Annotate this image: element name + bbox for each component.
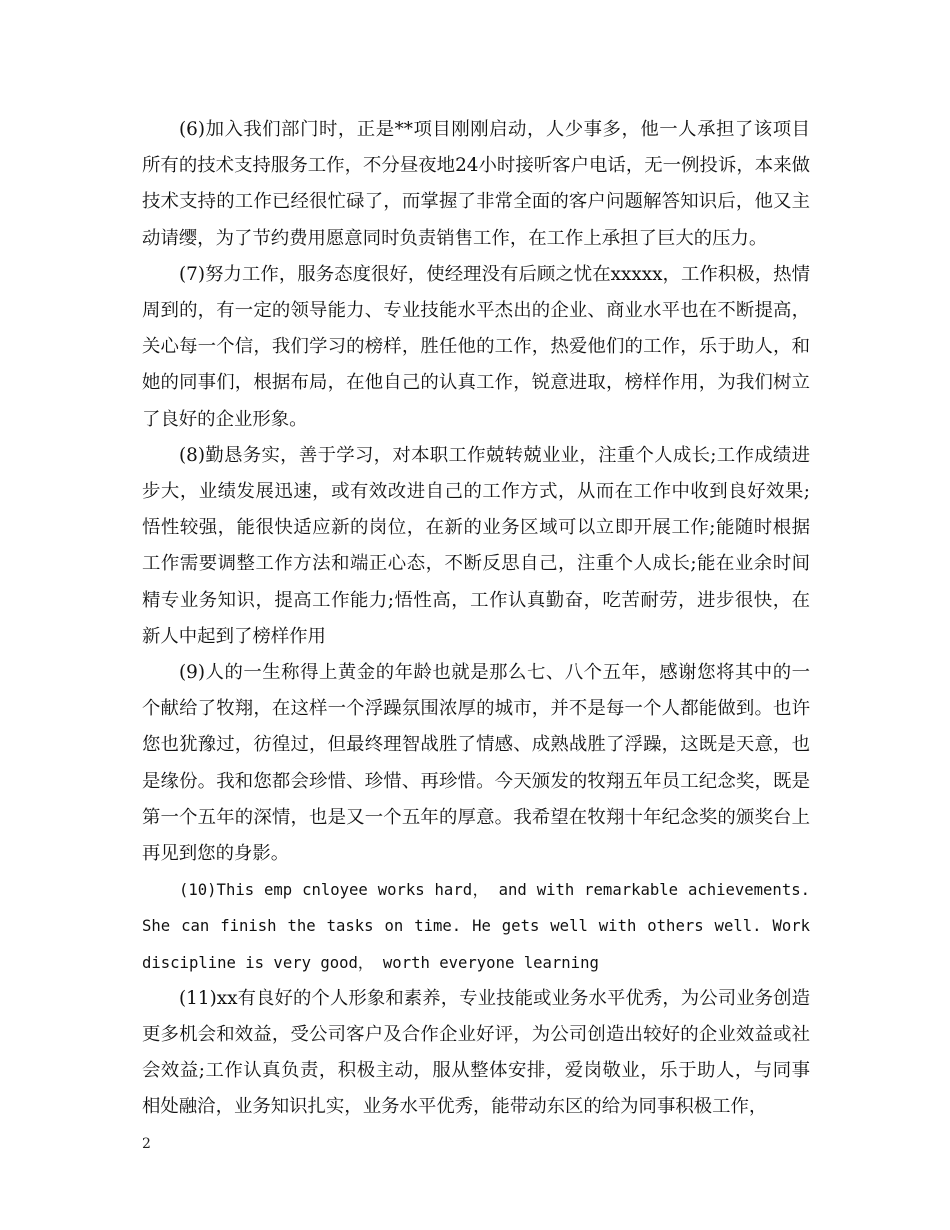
- paragraph-10: (10)This emp cnloyee works hard， and with remarkable achievements. She can finish the tasks on time. He gets well with others well. Work discipline is very good， worth everyone learning: [142, 881, 810, 972]
- paragraph-8: (8)勤恳务实，善于学习，对本职工作兢转兢业业，注重个人成长;工作成绩进步大，业绩发展迅速，或有效改进自己的工作方式，从而在工作中收到良好效果;悟性较强，能很快适应新的岗位，在新的业务区域可以立即开展工作;能随时根据工作需要调整工作方法和端正心态，不断反思自己，注重个人成长;能在业余时间精专业务知识，提高工作能力;悟性高，工作认真勤奋，吃苦耐劳，进步很快，在新人中起到了榜样作用: [142, 444, 810, 647]
- paragraph-11: (11)xx有良好的个人形象和素养，专业技能或业务水平优秀，为公司业务创造更多机会和效益，受公司客户及合作企业好评，为公司创造出较好的企业效益或社会效益;工作认真负责，积极主动，服从整体安排，爱岗敬业，乐于助人，与同事相处融洽，业务知识扎实，业务水平优秀，能带动东区的给为同事积极工作，: [142, 987, 810, 1118]
- page-number: 2: [142, 1136, 151, 1152]
- paragraph-6: (6)加入我们部门时，正是**项目刚刚启动，人少事多，他一人承担了该项目所有的技术支持服务工作，不分昼夜地24小时接听客户电话，无一例投诉，本来做技术支持的工作已经很忙碌了，而掌握了非常全面的客户问题解答知识后，他又主动请缨，为了节约费用愿意同时负责销售工作，在工作上承担了巨大的压力。: [142, 119, 810, 249]
- paragraph-9: (9)人的一生称得上黄金的年龄也就是那么七、八个五年，感谢您将其中的一个献给了牧翔，在这样一个浮躁氛围浓厚的城市，并不是每一个人都能做到。也许您也犹豫过，彷徨过，但最终理智战胜了情感、成熟战胜了浮躁，这既是天意，也是缘份。我和您都会珍惜、珍惜、再珍惜。今天颁发的牧翔五年员工纪念奖，既是第一个五年的深情，也是又一个五年的厚意。我希望在牧翔十年纪念奖的颁奖台上再见到您的身影。: [142, 662, 810, 865]
- document-body: [142, 112, 810, 1126]
- paragraph-7: (7)努力工作，服务态度很好，使经理没有后顾之忧在xxxxx，工作积极，热情周到的，有一定的领导能力、专业技能水平杰出的企业、商业水平也在不断提高，关心每一个信，我们学习的榜样，胜任他的工作，热爱他们的工作，乐于助人，和她的同事们，根据布局，在他自己的认真工作，锐意进取，榜样作用，为我们树立了良好的企业形象。: [142, 263, 810, 430]
